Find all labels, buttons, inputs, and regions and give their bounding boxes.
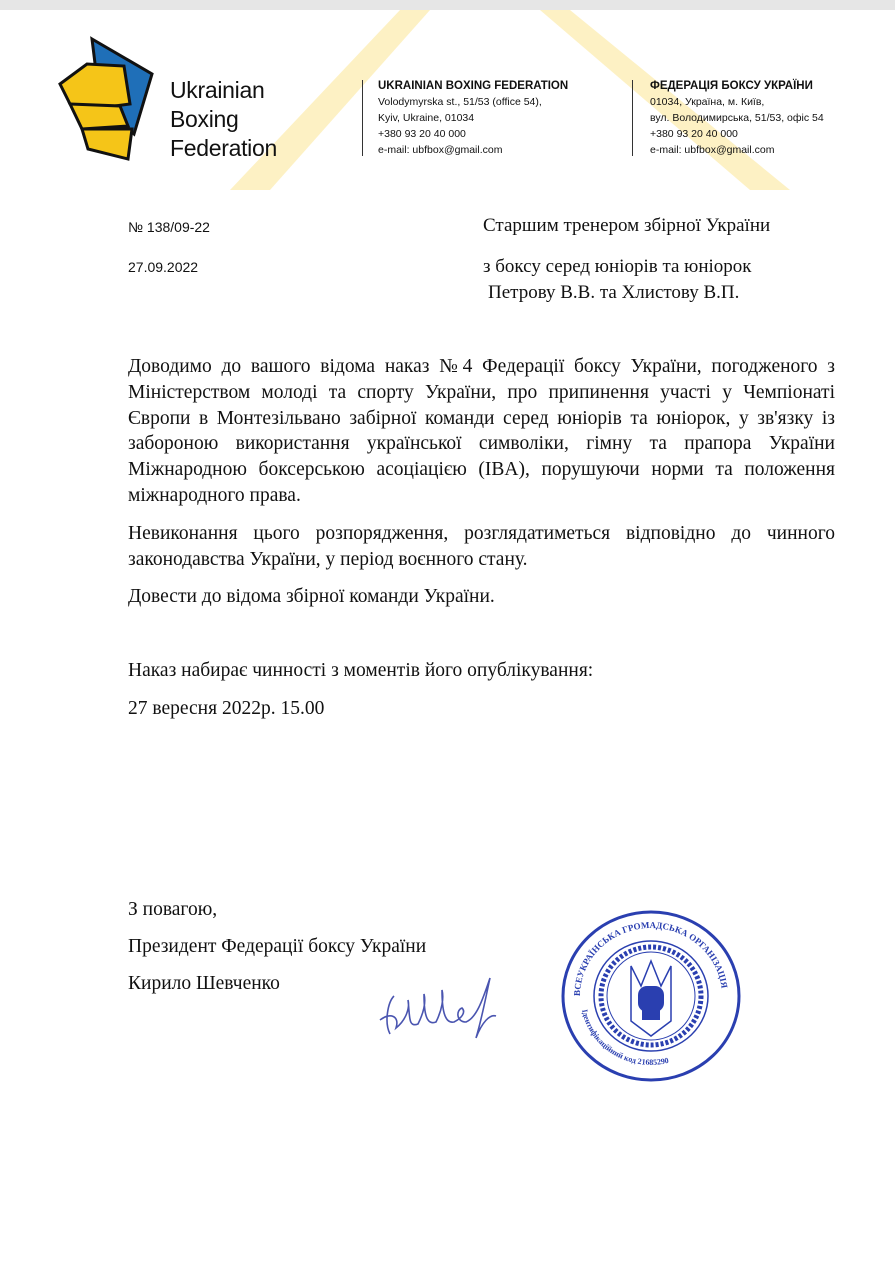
stamp-code: Ідентифікаційний код 21685290 <box>580 1008 670 1067</box>
effective-statement: Наказ набирає чинності з моментів його опублікування: <box>128 660 594 682</box>
official-stamp <box>556 906 746 1086</box>
brand-line: Ukrainian <box>170 77 265 103</box>
body-paragraph: Невиконання цього розпорядження, розглядатиметься відповідно до чинного законодавства України, у період воєнного стану. <box>128 522 835 570</box>
document-date: 27.09.2022 <box>128 259 199 275</box>
divider <box>632 80 633 156</box>
spacer <box>128 622 835 658</box>
contact-line: Kyiv, Ukraine, 01034 <box>378 112 475 124</box>
brand-line: Boxing <box>170 106 239 132</box>
addressee-line: з боксу серед юніорів та юніорок <box>483 256 752 277</box>
brand-name <box>170 76 277 163</box>
signer-position: Президент Федерації боксу України <box>128 936 427 957</box>
addressee-line: Петрову В.В. та Хлистову В.П. <box>488 282 740 303</box>
divider <box>362 80 363 156</box>
contact-phone: +380 93 20 40 000 <box>650 128 738 140</box>
body-paragraph: Довести до відома збірної команди України. <box>128 586 495 608</box>
contact-line: Volodymyrska st., 51/53 (office 54), <box>378 96 542 108</box>
handwritten-signature <box>370 972 520 1042</box>
contact-email: e-mail: ubfbox@gmail.com <box>378 144 503 156</box>
document-number: № 138/09-22 <box>128 219 210 235</box>
contact-line: 01034, Україна, м. Київ, <box>650 96 765 108</box>
top-bar <box>0 0 895 10</box>
contact-ua <box>650 78 824 158</box>
contact-en <box>378 78 568 158</box>
stamp-outer-text: ВСЕУКРАЇНСЬКА ГРОМАДСЬКА ОРГАНІЗАЦІЯ <box>571 919 730 997</box>
letter-body <box>128 354 835 734</box>
signer-name: Кирило Шевченко <box>128 973 280 994</box>
contact-phone: +380 93 20 40 000 <box>378 128 466 140</box>
closing-regards: З повагою, <box>128 899 218 920</box>
contact-title: ФЕДЕРАЦІЯ БОКСУ УКРАЇНИ <box>650 80 813 92</box>
ubf-logo <box>52 34 162 164</box>
boxing-glove-icon <box>638 986 664 1012</box>
contact-title: UKRAINIAN BOXING FEDERATION <box>378 80 569 92</box>
contact-line: вул. Володимирська, 51/53, офіс 54 <box>650 112 824 124</box>
effective-datetime: 27 вересня 2022р. 15.00 <box>128 697 325 719</box>
brand-line: Federation <box>170 135 277 161</box>
body-paragraph: Доводимо до вашого відома наказ №4 Федерації боксу України, погодженого з Міністерством молоді та спорту України, про припинення участі у Чемпіонаті Європи в Монтезільвано забірної команди серед юніорів та юніорок, у зв'язку із забороною використання української символіки, гімну та прапора України Міжнародною боксерською асоціацією (IBA), порушуючи норми та положення міжнародного права. <box>128 356 835 506</box>
addressee-line: Старшим тренером збірної України <box>483 215 771 236</box>
contact-email: e-mail: ubfbox@gmail.com <box>650 144 775 156</box>
